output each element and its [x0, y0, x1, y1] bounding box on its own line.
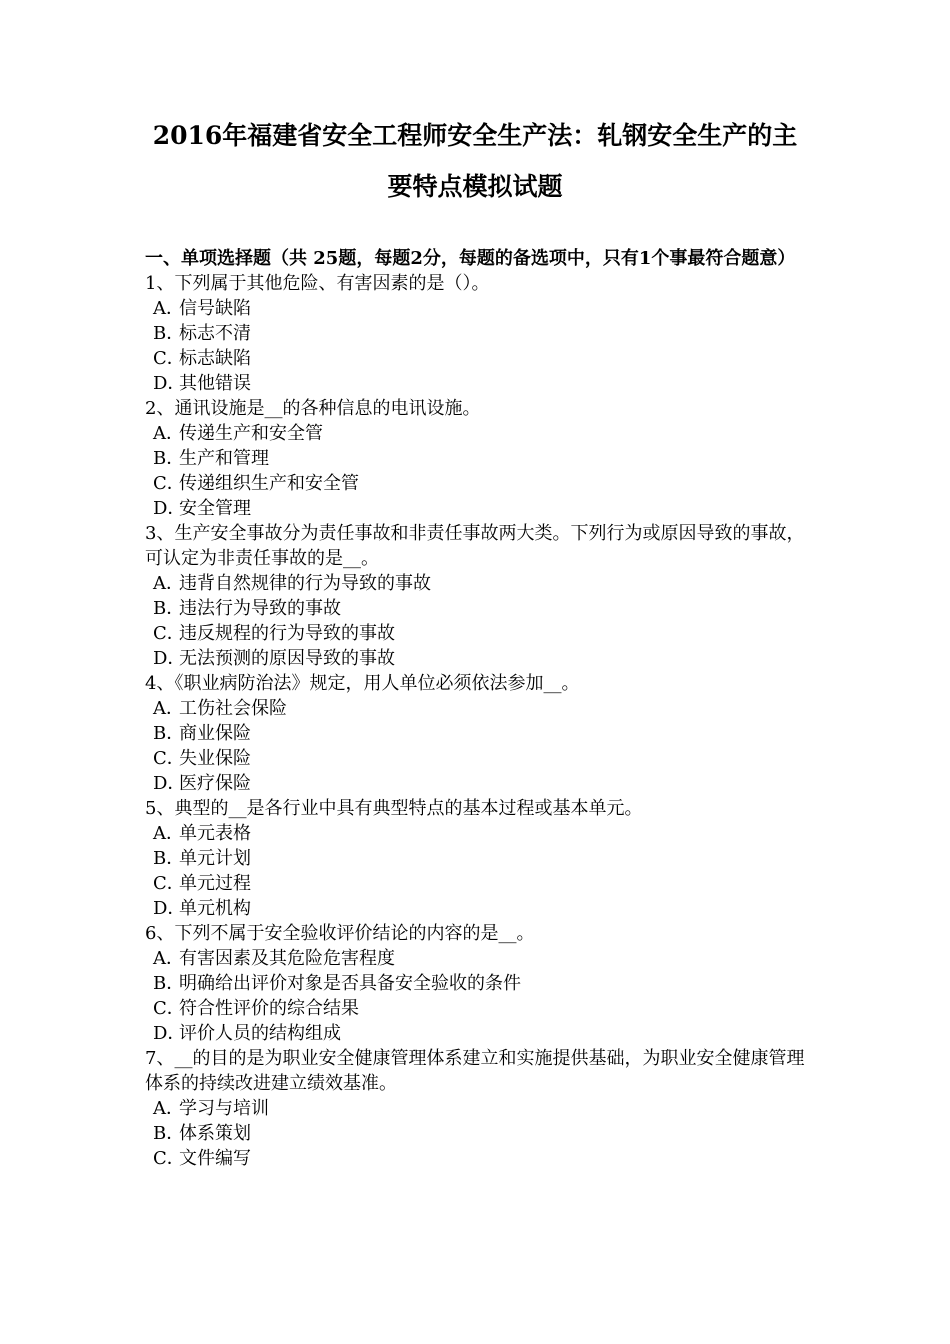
option-text: 违背自然规律的行为导致的事故 — [179, 573, 431, 594]
answer-option — [145, 871, 810, 896]
option-letter: C． — [153, 998, 185, 1019]
option-letter: B． — [153, 448, 185, 469]
option-letter: B． — [153, 1123, 185, 1144]
option-text: 失业保险 — [179, 748, 251, 769]
answer-option — [145, 371, 810, 396]
option-letter: B． — [153, 323, 185, 344]
answer-option — [145, 646, 810, 671]
question-text: 4、《职业病防治法》规定，用人单位必须依法参加__。 — [145, 673, 580, 694]
option-text: 生产和管理 — [179, 448, 269, 469]
answer-option — [145, 721, 810, 746]
option-text: 符合性评价的综合结果 — [179, 998, 359, 1019]
option-letter: B． — [153, 973, 185, 994]
option-letter: D． — [153, 773, 186, 794]
answer-option — [145, 471, 810, 496]
answer-option — [145, 846, 810, 871]
option-letter: B． — [153, 598, 185, 619]
option-letter: C． — [153, 348, 185, 369]
answer-option — [145, 1146, 810, 1171]
option-letter: A． — [153, 423, 184, 444]
option-letter: A． — [153, 1098, 184, 1119]
option-letter: A． — [153, 948, 184, 969]
question-text: 1、下列属于其他危险、有害因素的是（）。 — [145, 273, 490, 294]
option-letter: D． — [153, 373, 186, 394]
option-text: 学习与培训 — [179, 1098, 269, 1119]
option-text: 医疗保险 — [179, 773, 251, 794]
option-text: 无法预测的原因导致的事故 — [179, 648, 395, 669]
answer-option — [145, 421, 810, 446]
option-text: 安全管理 — [179, 498, 251, 519]
option-text: 标志不清 — [179, 323, 251, 344]
question-text: 2、通讯设施是__的各种信息的电讯设施。 — [145, 398, 481, 419]
answer-option — [145, 1121, 810, 1146]
document-body — [145, 246, 810, 1171]
option-text: 违法行为导致的事故 — [179, 598, 341, 619]
option-text: 有害因素及其危险危害程度 — [179, 948, 395, 969]
option-text: 其他错误 — [179, 373, 251, 394]
question-text: 5、典型的__是各行业中具有典型特点的基本过程或基本单元。 — [145, 798, 643, 819]
option-text: 评价人员的结构组成 — [179, 1023, 341, 1044]
option-text: 体系策划 — [179, 1123, 251, 1144]
option-letter: A． — [153, 823, 184, 844]
section-heading: 一、单项选择题（共 25题，每题2分，每题的备选项中，只有1个事最符合题意） — [145, 248, 796, 269]
option-text: 信号缺陷 — [179, 298, 251, 319]
option-letter: C． — [153, 748, 185, 769]
document-title — [140, 113, 810, 210]
option-text: 文件编写 — [179, 1148, 251, 1169]
option-letter: C． — [153, 473, 185, 494]
option-letter: B． — [153, 723, 185, 744]
title-line-2: 要特点模拟试题 — [387, 172, 563, 201]
option-text: 单元过程 — [179, 873, 251, 894]
option-letter: D． — [153, 1023, 186, 1044]
option-text: 商业保险 — [179, 723, 251, 744]
option-text: 单元机构 — [179, 898, 251, 919]
answer-option — [145, 571, 810, 596]
option-text: 标志缺陷 — [179, 348, 251, 369]
option-text: 违反规程的行为导致的事故 — [179, 623, 395, 644]
answer-option — [145, 946, 810, 971]
answer-option — [145, 771, 810, 796]
question-text: 3、生产安全事故分为责任事故和非责任事故两大类。下列行为或原因导致的事故，可认定为非责任事故的是__。 — [145, 523, 805, 569]
answer-option — [145, 971, 810, 996]
answer-option — [145, 746, 810, 771]
option-letter: A． — [153, 698, 184, 719]
option-letter: D． — [153, 498, 186, 519]
question-list — [145, 271, 810, 1171]
option-letter: D． — [153, 898, 186, 919]
option-text: 单元计划 — [179, 848, 251, 869]
answer-option — [145, 821, 810, 846]
answer-option — [145, 896, 810, 921]
answer-option — [145, 996, 810, 1021]
option-text: 明确给出评价对象是否具备安全验收的条件 — [179, 973, 521, 994]
answer-option — [145, 446, 810, 471]
answer-option — [145, 696, 810, 721]
answer-option — [145, 1021, 810, 1046]
question-text: 6、下列不属于安全验收评价结论的内容的是__。 — [145, 923, 535, 944]
option-letter: C． — [153, 873, 185, 894]
option-text: 传递组织生产和安全管 — [179, 473, 359, 494]
answer-option — [145, 496, 810, 521]
answer-option — [145, 596, 810, 621]
option-text: 传递生产和安全管 — [179, 423, 323, 444]
option-letter: B． — [153, 848, 185, 869]
answer-option — [145, 1096, 810, 1121]
option-letter: C． — [153, 1148, 185, 1169]
question-text: 7、__的目的是为职业安全健康管理体系建立和实施提供基础，为职业安全健康管理体系的持续改进建立绩效基准。 — [145, 1048, 805, 1094]
option-letter: A． — [153, 298, 184, 319]
answer-option — [145, 321, 810, 346]
option-letter: C． — [153, 623, 185, 644]
option-text: 单元表格 — [179, 823, 251, 844]
answer-option — [145, 621, 810, 646]
option-text: 工伤社会保险 — [179, 698, 287, 719]
title-line-1: 2016年福建省安全工程师安全生产法：轧钢安全生产的主 — [152, 121, 798, 150]
answer-option — [145, 296, 810, 321]
option-letter: D． — [153, 648, 186, 669]
option-letter: A． — [153, 573, 184, 594]
answer-option — [145, 346, 810, 371]
